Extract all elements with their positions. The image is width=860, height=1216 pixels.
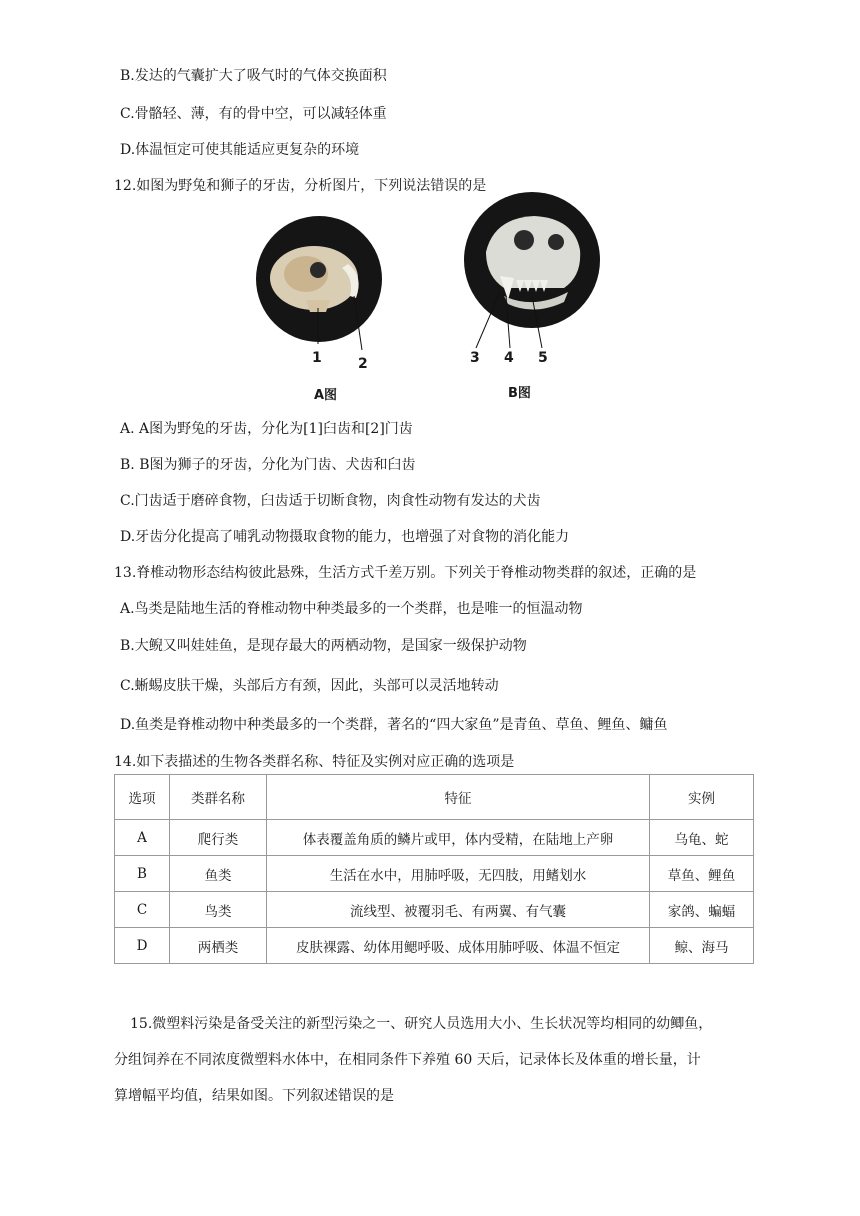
label-5: 5 <box>538 350 548 366</box>
q13-option-d: D.鱼类是脊椎动物中种类最多的一个类群，著名的“四大家鱼”是青鱼、草鱼、鲤鱼、鳙鱼 <box>120 717 668 733</box>
q13-option-c: C.蜥蜴皮肤干燥，头部后方有颈，因此，头部可以灵活地转动 <box>120 678 499 694</box>
table-cell: 鸟类 <box>170 892 267 928</box>
figure-b-lion-skull <box>462 192 612 406</box>
label-1: 1 <box>312 350 322 366</box>
q12-option-c: C.门齿适于磨碎食物，臼齿适于切断食物，肉食性动物有发达的犬齿 <box>120 493 541 509</box>
table-cell: 爬行类 <box>170 820 267 856</box>
q12-option-b: B. B图为狮子的牙齿，分化为门齿、犬齿和臼齿 <box>120 457 416 473</box>
table-cell: 草鱼、鲤鱼 <box>650 856 754 892</box>
table-row <box>115 892 754 928</box>
q12-option-a: A. A图为野兔的牙齿，分化为[1]臼齿和[2]门齿 <box>120 421 413 437</box>
table-cell: 皮肤裸露、幼体用鳃呼吸、成体用肺呼吸、体温不恒定 <box>267 928 650 964</box>
q12-stem: 12.如图为野兔和狮子的牙齿，分析图片，下列说法错误的是 <box>114 178 487 194</box>
table-cell: 流线型、被覆羽毛、有两翼、有气囊 <box>267 892 650 928</box>
q11-option-d: D.体温恒定可使其能适应更复杂的环境 <box>120 142 360 158</box>
q15-line-2: 分组饲养在不同浓度微塑料水体中，在相同条件下养殖 60 天后，记录体长及体重的增长量，计 <box>114 1052 701 1068</box>
table-header: 类群名称 <box>170 775 267 820</box>
q11-option-c: C.骨骼轻、薄，有的骨中空，可以减轻体重 <box>120 106 387 122</box>
label-3: 3 <box>470 350 480 366</box>
q11-option-b: B.发达的气囊扩大了吸气时的气体交换面积 <box>120 68 387 84</box>
table-row <box>115 856 754 892</box>
table-header: 选项 <box>115 775 170 820</box>
label-2: 2 <box>358 356 368 372</box>
q14-table <box>114 774 754 964</box>
figure-a-caption: A图 <box>314 388 338 403</box>
q15-line-1: 15.微塑料污染是备受关注的新型污染之一、研究人员选用大小、生长状况等均相同的幼鲫鱼， <box>130 1016 713 1032</box>
table-cell: 体表覆盖角质的鳞片或甲，体内受精，在陆地上产卵 <box>267 820 650 856</box>
q12-option-d: D.牙齿分化提高了哺乳动物摄取食物的能力，也增强了对食物的消化能力 <box>120 529 570 545</box>
q13-option-b: B.大鲵又叫娃娃鱼，是现存最大的两栖动物，是国家一级保护动物 <box>120 638 527 654</box>
table-cell: 鲸、海马 <box>650 928 754 964</box>
table-header: 实例 <box>650 775 754 820</box>
table-cell: A <box>115 820 170 856</box>
table-cell: C <box>115 892 170 928</box>
table-cell: 家鸽、蝙蝠 <box>650 892 754 928</box>
figure-b-caption: B图 <box>508 386 531 401</box>
table-cell: 乌龟、蛇 <box>650 820 754 856</box>
q15-line-3: 算增幅平均值，结果如图。下列叙述错误的是 <box>114 1088 394 1104</box>
table-cell: D <box>115 928 170 964</box>
table-cell: 鱼类 <box>170 856 267 892</box>
table-header-row <box>115 775 754 820</box>
table-cell: 两栖类 <box>170 928 267 964</box>
q13-option-a: A.鸟类是陆地生活的脊椎动物中种类最多的一个类群，也是唯一的恒温动物 <box>120 601 583 617</box>
q14-stem: 14.如下表描述的生物各类群名称、特征及实例对应正确的选项是 <box>114 754 515 770</box>
table-cell: 生活在水中，用肺呼吸，无四肢，用鳍划水 <box>267 856 650 892</box>
table-row <box>115 820 754 856</box>
table-row <box>115 928 754 964</box>
table-cell: B <box>115 856 170 892</box>
label-4: 4 <box>504 350 514 366</box>
q13-stem: 13.脊椎动物形态结构彼此悬殊，生活方式千差万别。下列关于脊椎动物类群的叙述，正确的是 <box>114 565 697 581</box>
table-header: 特征 <box>267 775 650 820</box>
figure-a-rabbit-skull <box>256 216 396 406</box>
